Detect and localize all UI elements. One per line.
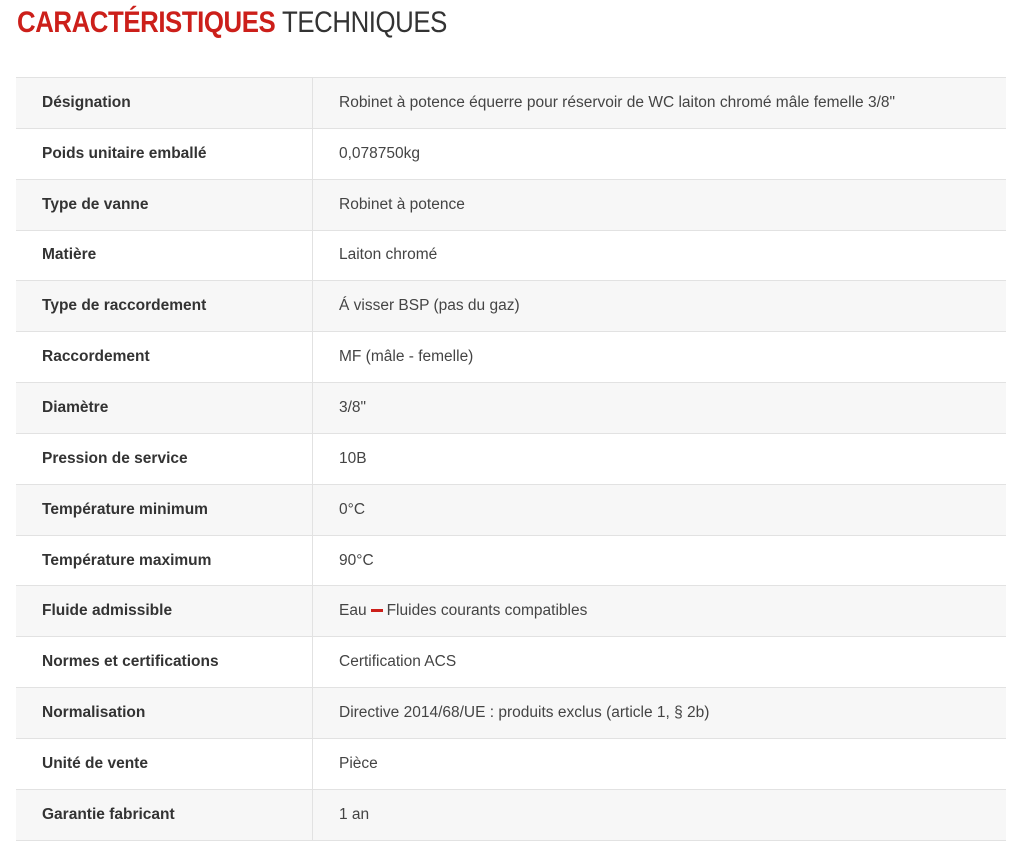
spec-value: Pièce — [313, 738, 1007, 789]
spec-row-diametre — [16, 383, 1006, 434]
spec-label: Température minimum — [16, 484, 313, 535]
spec-row-normes — [16, 637, 1006, 688]
spec-label: Raccordement — [16, 332, 313, 383]
spec-value: 10B — [313, 433, 1007, 484]
spec-value — [313, 586, 1007, 637]
spec-row-unite-vente — [16, 738, 1006, 789]
spec-label: Type de raccordement — [16, 281, 313, 332]
spec-value: Robinet à potence — [313, 179, 1007, 230]
spec-label: Pression de service — [16, 433, 313, 484]
spec-value: Directive 2014/68/UE : produits exclus (article 1, § 2b) — [313, 688, 1007, 739]
spec-value: Robinet à potence équerre pour réservoir de WC laiton chromé mâle femelle 3/8" — [313, 78, 1007, 129]
spec-row-fluide — [16, 586, 1006, 637]
spec-label: Poids unitaire emballé — [16, 128, 313, 179]
section-title-accent: CARACTÉRISTIQUES — [17, 6, 276, 39]
spec-value: 3/8" — [313, 383, 1007, 434]
spec-row-garantie — [16, 789, 1006, 840]
spec-row-normalisation — [16, 688, 1006, 739]
spec-value: MF (mâle - femelle) — [313, 332, 1007, 383]
spec-label: Matière — [16, 230, 313, 281]
spec-row-temperature-max — [16, 535, 1006, 586]
spec-row-type-raccordement — [16, 281, 1006, 332]
spec-value: 0,078750kg — [313, 128, 1007, 179]
spec-row-raccordement — [16, 332, 1006, 383]
spec-row-temperature-min — [16, 484, 1006, 535]
spec-row-designation — [16, 78, 1006, 129]
fluide-value-secondary: Fluides courants compatibles — [386, 602, 588, 620]
specifications-table — [16, 77, 1006, 841]
spec-value: 90°C — [313, 535, 1007, 586]
spec-label: Température maximum — [16, 535, 313, 586]
spec-label: Normes et certifications — [16, 637, 313, 688]
spec-row-pression — [16, 433, 1006, 484]
spec-row-type-vanne — [16, 179, 1006, 230]
spec-label: Diamètre — [16, 383, 313, 434]
section-title-rest: TECHNIQUES — [282, 6, 447, 39]
fluide-value-primary: Eau — [339, 602, 367, 620]
spec-value: Laiton chromé — [313, 230, 1007, 281]
spec-label: Fluide admissible — [16, 586, 313, 637]
spec-label: Normalisation — [16, 688, 313, 739]
spec-value: Á visser BSP (pas du gaz) — [313, 281, 1007, 332]
spec-value: Certification ACS — [313, 637, 1007, 688]
spec-row-poids — [16, 128, 1006, 179]
spec-label: Type de vanne — [16, 179, 313, 230]
spec-label: Désignation — [16, 78, 313, 129]
spec-row-matiere — [16, 230, 1006, 281]
section-title — [17, 4, 447, 42]
dash-icon — [371, 609, 383, 612]
spec-label: Unité de vente — [16, 738, 313, 789]
spec-label: Garantie fabricant — [16, 789, 313, 840]
spec-value: 1 an — [313, 789, 1007, 840]
spec-value: 0°C — [313, 484, 1007, 535]
